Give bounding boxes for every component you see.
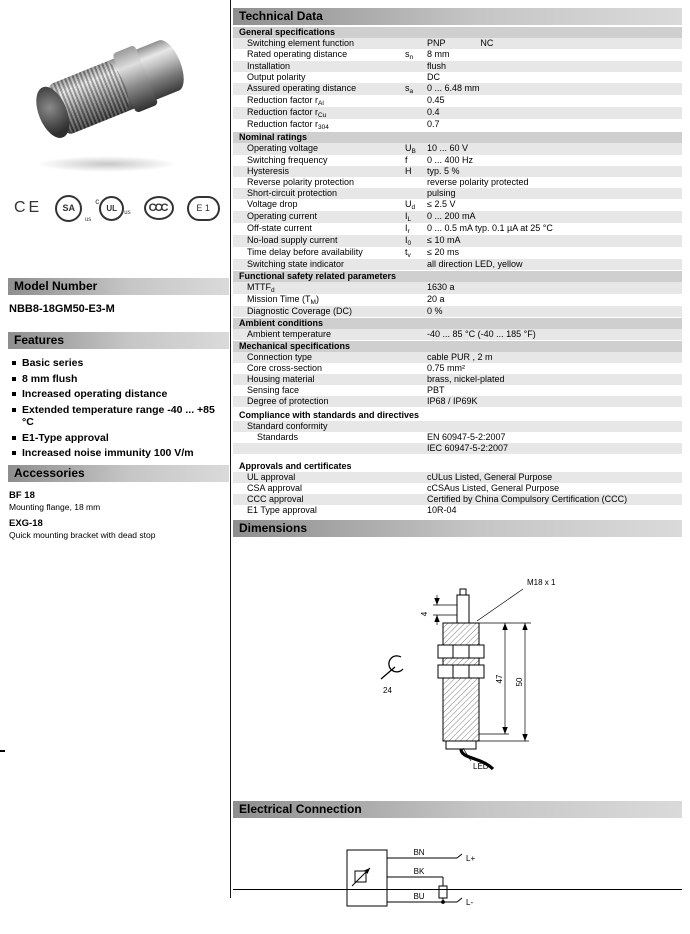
spec-label: Degree of protection <box>247 396 329 406</box>
spec-row <box>233 119 682 131</box>
spec-symbol <box>405 432 427 443</box>
spec-label: Ambient temperature <box>247 329 332 339</box>
hex-nut <box>438 665 484 678</box>
spec-label: Connection type <box>247 352 313 362</box>
technical-data-table <box>233 27 682 516</box>
spec-row <box>233 247 682 259</box>
spec-row <box>233 95 682 107</box>
features-list <box>8 349 229 465</box>
ul-logo-icon <box>95 196 130 221</box>
dim-50-label: 50 <box>515 677 524 687</box>
spec-label: Installation <box>247 61 291 71</box>
feature-item: Increased operating distance <box>10 388 229 401</box>
spec-row <box>233 363 682 374</box>
spec-row <box>233 282 682 294</box>
model-number: NBB8-18GM50-E3-M <box>9 303 115 315</box>
spec-value: 0.7 <box>427 119 440 129</box>
hex-nut <box>438 645 484 658</box>
spec-label: Switching state indicator <box>247 259 345 269</box>
spec-row <box>233 223 682 235</box>
spec-section <box>233 410 682 454</box>
spec-value: PBT <box>427 385 445 395</box>
spec-label: Short-circuit protection <box>247 188 338 198</box>
spec-label: Switching element function <box>247 38 355 48</box>
spec-section-title: Mechanical specifications <box>233 341 682 352</box>
spec-symbol <box>405 505 427 516</box>
dimension-svg <box>361 557 661 777</box>
spec-row <box>233 143 682 155</box>
spec-row <box>233 421 682 432</box>
end-cap <box>446 741 476 749</box>
dimensions-header: Dimensions <box>233 520 682 537</box>
spec-section <box>233 132 682 270</box>
dim-47-label: 47 <box>495 674 504 684</box>
spec-value: typ. 5 % <box>427 166 460 176</box>
spec-row <box>233 211 682 223</box>
spec-value: brass, nickel-plated <box>427 374 505 384</box>
spec-section <box>233 461 682 516</box>
spec-label: $MTTF_d$ <box>247 282 275 294</box>
spec-row <box>233 306 682 317</box>
accessory-desc: Quick mounting bracket with dead stop <box>9 529 156 540</box>
spec-row <box>233 329 682 340</box>
right-column <box>233 8 682 934</box>
spec-value: Certified by China Compulsory Certification (CCC) <box>427 494 628 504</box>
spec-section <box>233 318 682 340</box>
spec-value: -40 ... 85 °C (-40 ... 185 °F) <box>427 329 536 339</box>
spec-label: Housing material <box>247 374 315 384</box>
terminal-lplus-label: L+ <box>466 854 476 863</box>
circuit <box>347 850 462 906</box>
spec-section <box>233 27 682 131</box>
feature-item: Basic series <box>10 357 229 370</box>
spec-row <box>233 374 682 385</box>
spec-label: Reduction factor $r_{Cu}$ <box>247 107 327 119</box>
spec-row <box>233 38 682 49</box>
spec-symbol <box>405 294 427 306</box>
spec-symbol <box>405 38 427 49</box>
spec-label: E1 Type approval <box>247 505 317 515</box>
terminal-lminus-label: L- <box>466 898 474 907</box>
spec-symbol <box>405 259 427 270</box>
spec-symbol: $s_a$ <box>405 83 414 95</box>
spec-row <box>233 259 682 270</box>
column-divider <box>230 0 231 898</box>
spec-symbol <box>405 306 427 317</box>
spec-value: 0.75 mm² <box>427 363 466 373</box>
spec-row <box>233 483 682 494</box>
spec-value: IEC 60947-5-2:2007 <box>427 443 509 453</box>
spec-row <box>233 155 682 166</box>
csa-text: SA <box>55 195 82 222</box>
spec-row <box>233 294 682 306</box>
dimension-drawing <box>233 557 682 801</box>
ul-us-text: us <box>124 209 131 216</box>
spec-symbol <box>405 61 427 72</box>
wire-bk-label: BK <box>413 867 425 876</box>
spec-value: PNP NC <box>427 38 494 48</box>
spec-label: Mission Time $(T_M)$ <box>247 294 319 306</box>
spec-label: Standards <box>257 432 299 442</box>
spec-label: Operating current <box>247 211 318 221</box>
spec-label: Off-state current <box>247 223 312 233</box>
spec-label: Diagnostic Coverage (DC) <box>247 306 353 316</box>
technical-data-header: Technical Data <box>233 8 682 25</box>
accessory-name: BF 18 <box>9 489 35 501</box>
spec-row <box>233 166 682 177</box>
spec-value: ≤ 10 mA <box>427 235 461 245</box>
spec-section-title: Approvals and certificates <box>239 461 352 471</box>
spec-value: ≤ 2.5 V <box>427 199 456 209</box>
spec-symbol: $I_r$ <box>405 223 410 235</box>
ce-mark-icon: CE <box>14 199 43 216</box>
spec-symbol <box>405 352 427 363</box>
spec-section-title: General specifications <box>233 27 682 38</box>
spec-row <box>233 177 682 188</box>
spec-symbol <box>405 374 427 385</box>
spec-value: all direction LED, yellow <box>427 259 523 269</box>
spec-symbol <box>405 396 427 407</box>
spec-label: CSA approval <box>247 483 303 493</box>
spec-row <box>233 188 682 199</box>
spec-symbol: $U_d$ <box>405 199 416 211</box>
feature-item: 8 mm flush <box>10 373 229 386</box>
spec-row <box>233 443 682 454</box>
spec-value: 0 ... 200 mA <box>427 211 476 221</box>
accessories-header: Accessories <box>8 465 229 482</box>
spec-symbol <box>405 443 427 454</box>
spec-value: 0.4 <box>427 107 440 117</box>
accessory-name: EXG-18 <box>9 517 43 529</box>
spec-row <box>233 472 682 483</box>
spec-row <box>233 396 682 407</box>
spec-label: Output polarity <box>247 72 306 82</box>
spec-row <box>233 505 682 516</box>
spec-row <box>233 72 682 83</box>
spec-symbol <box>405 95 427 107</box>
spec-label: CCC approval <box>247 494 304 504</box>
spec-value: 0 ... 400 Hz <box>427 155 474 165</box>
spec-section-title: Nominal ratings <box>233 132 682 143</box>
spec-label <box>233 443 405 454</box>
dim-4-label: 4 <box>420 611 429 617</box>
load-resistor <box>439 886 447 898</box>
wire-bn-label: BN <box>413 848 425 857</box>
spec-label: Rated operating distance <box>247 49 348 59</box>
csa-us-text: us <box>84 216 92 223</box>
sensor-image <box>3 0 218 186</box>
spec-label: Reduction factor $r_{304}$ <box>247 119 329 131</box>
spec-symbol <box>405 472 427 483</box>
crop-mark <box>0 750 5 752</box>
spec-value: 20 a <box>427 294 445 304</box>
spec-value: 10R-04 <box>427 505 457 515</box>
spec-value: cable PUR , 2 m <box>427 352 493 362</box>
spec-label: Core cross-section <box>247 363 323 373</box>
spec-symbol: $U_B$ <box>405 143 416 155</box>
model-number-header: Model Number <box>8 278 229 295</box>
e1-mark-icon: E 1 <box>187 196 220 221</box>
spec-label: Time delay before availability <box>247 247 363 257</box>
spec-symbol <box>405 72 427 83</box>
spec-value: EN 60947-5-2:2007 <box>427 432 506 442</box>
spec-value: flush <box>427 61 447 71</box>
spec-row <box>233 385 682 396</box>
left-column <box>8 8 229 542</box>
spec-symbol <box>405 107 427 119</box>
spec-section <box>233 341 682 407</box>
spec-label: Reduction factor $r_{Al}$ <box>247 95 324 107</box>
spec-value: 0 % <box>427 306 443 316</box>
spec-row <box>233 61 682 72</box>
accessory-desc: Mounting flange, 18 mm <box>9 501 101 512</box>
spec-label: Standard conformity <box>247 421 328 431</box>
threaded-barrel <box>443 623 479 741</box>
spec-label: Switching frequency <box>247 155 328 165</box>
spec-row <box>233 432 682 443</box>
feature-item: Extended temperature range -40 ... +85 °C <box>10 404 229 429</box>
spec-value: 10 ... 60 V <box>427 143 469 153</box>
spec-symbol <box>405 177 427 188</box>
led-label: LED <box>473 762 489 771</box>
spec-value: cULus Listed, General Purpose <box>427 472 553 482</box>
spec-section-title: Functional safety related parameters <box>233 271 682 282</box>
spec-value: ≤ 20 ms <box>427 247 459 257</box>
wrench-icon <box>381 656 403 679</box>
spec-label: Hysteresis <box>247 166 290 176</box>
spec-value: cCSAus Listed, General Purpose <box>427 483 560 493</box>
spec-row <box>233 352 682 363</box>
wire-bu-label: BU <box>413 892 425 901</box>
spec-value: 0.45 <box>427 95 445 105</box>
ul-text: UL <box>99 196 124 221</box>
spec-label: Reverse polarity protection <box>247 177 355 187</box>
spec-value <box>427 421 682 432</box>
spec-symbol <box>405 188 427 199</box>
spec-symbol <box>405 494 427 505</box>
spec-label: UL approval <box>247 472 296 482</box>
thread-label: M18 x 1 <box>527 578 556 587</box>
spec-symbol: H <box>405 166 412 176</box>
spec-symbol <box>405 282 427 294</box>
spec-value: 0 ... 6.48 mm <box>427 83 480 93</box>
csa-logo-icon <box>55 195 92 223</box>
feature-item: Increased noise immunity 100 V/m <box>10 447 229 460</box>
spec-row <box>233 49 682 61</box>
spec-symbol <box>405 329 427 340</box>
spec-value: reverse polarity protected <box>427 177 529 187</box>
spec-section <box>233 271 682 317</box>
features-header: Features <box>8 332 229 349</box>
bottom-rule <box>233 889 682 890</box>
spec-symbol <box>405 363 427 374</box>
certification-logos <box>8 190 229 226</box>
spec-section-title: Ambient conditions <box>233 318 682 329</box>
spec-section-title: Compliance with standards and directives <box>239 410 420 420</box>
spec-symbol <box>405 421 427 432</box>
spec-symbol: $I_L$ <box>405 211 412 223</box>
spec-value: 0 ... 0.5 mA typ. 0.1 µA at 25 °C <box>427 223 553 233</box>
electrical-header: Electrical Connection <box>233 801 682 818</box>
spec-label: Voltage drop <box>247 199 298 209</box>
dim-24-label: 24 <box>383 686 392 695</box>
spec-symbol <box>405 385 427 396</box>
ccc-logo-icon: CCC <box>144 196 174 220</box>
spec-label: Assured operating distance <box>247 83 357 93</box>
accessories-list <box>8 482 229 542</box>
spec-label: Sensing face <box>247 385 300 395</box>
spec-value: DC <box>427 72 440 82</box>
spec-symbol: f <box>405 155 408 165</box>
spec-symbol: $s_n$ <box>405 49 414 61</box>
spec-symbol <box>405 483 427 494</box>
sensor-box <box>347 850 387 906</box>
spec-value: pulsing <box>427 188 456 198</box>
spec-label: Operating voltage <box>247 143 319 153</box>
spec-symbol <box>405 119 427 131</box>
spec-row <box>233 199 682 211</box>
ul-c-text: c <box>95 196 100 206</box>
spec-symbol: $I_0$ <box>405 235 412 247</box>
spec-value: IP68 / IP69K <box>427 396 478 406</box>
spec-row <box>233 83 682 95</box>
spec-label: No-load supply current <box>247 235 338 245</box>
spec-value: 1630 a <box>427 282 455 292</box>
spec-value: 8 mm <box>427 49 450 59</box>
spec-row <box>233 107 682 119</box>
wiring-svg <box>343 844 493 922</box>
spec-symbol: $t_v$ <box>405 247 411 259</box>
spec-row <box>233 494 682 505</box>
feature-item: E1-Type approval <box>10 432 229 445</box>
product-photo <box>8 8 222 180</box>
spec-row <box>233 235 682 247</box>
